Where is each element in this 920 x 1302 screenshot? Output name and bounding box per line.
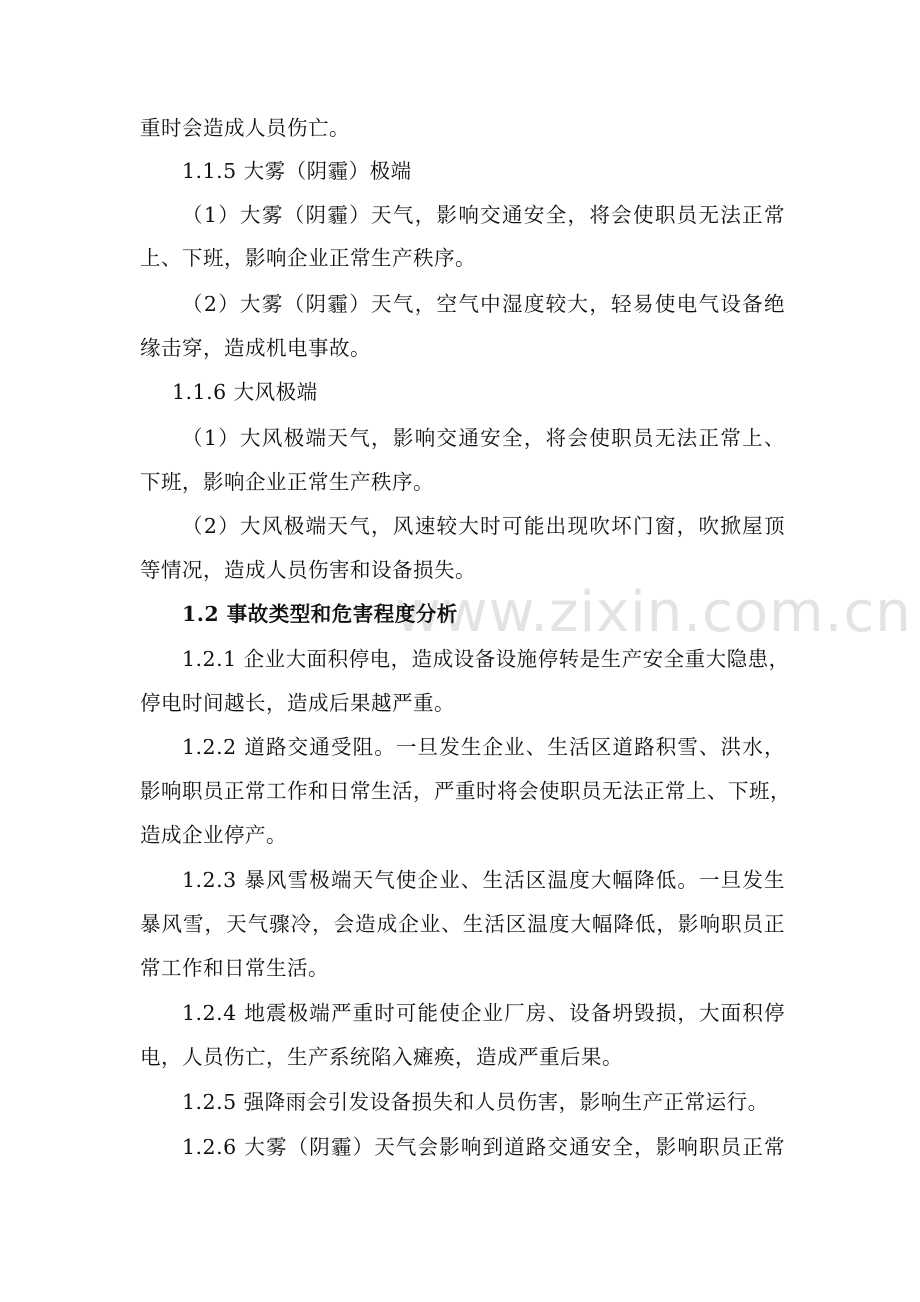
paragraph-line: 1.2.1 企业大面积停电，造成设备设施停转是生产安全重大隐患， — [182, 647, 790, 671]
paragraph-line: 等情况，造成人员伤害和设备损失。 — [140, 558, 476, 582]
paragraph-line: （2）大雾（阴霾）天气，空气中湿度较大，轻易使电气设备绝 — [182, 292, 785, 316]
paragraph-line: 上、下班，影响企业正常生产秩序。 — [140, 246, 476, 270]
paragraph-line: 1.2.3 暴风雪极端天气使企业、生活区温度大幅降低。一旦发生 — [182, 868, 785, 892]
paragraph-line: 电，人员伤亡，生产系统陷入瘫痪，造成严重后果。 — [140, 1045, 623, 1069]
section-heading-1-1-5: 1.1.5 大雾（阴霾）极端 — [182, 159, 412, 183]
paragraph-line: 下班，影响企业正常生产秩序。 — [140, 470, 434, 494]
paragraph-line: 停电时间越长，造成后果越严重。 — [140, 691, 455, 715]
section-heading-1-2: 1.2 事故类型和危害程度分析 — [182, 602, 458, 626]
paragraph-line: 暴风雪，天气骤冷，会造成企业、生活区温度大幅降低，影响职员正 — [140, 912, 785, 936]
paragraph-line: 常工作和日常生活。 — [140, 956, 329, 980]
paragraph-line: （1）大雾（阴霾）天气，影响交通安全，将会使职员无法正常 — [182, 203, 785, 227]
paragraph-line: 缘击穿，造成机电事故。 — [140, 336, 371, 360]
paragraph-line: 1.2.4 地震极端严重时可能使企业厂房、设备坍毁损，大面积停 — [182, 1001, 785, 1025]
watermark: www.zixin.com.cn — [395, 580, 912, 645]
paragraph-line: 1.2.6 大雾（阴霾）天气会影响到道路交通安全，影响职员正常 — [182, 1135, 785, 1159]
paragraph-line: 重时会造成人员伤亡。 — [140, 116, 350, 140]
section-heading-1-1-6: 1.1.6 大风极端 — [172, 380, 318, 404]
paragraph-line: 造成企业停产。 — [140, 823, 287, 847]
paragraph-line: （1）大风极端天气，影响交通安全，将会使职员无法正常上、 — [182, 426, 785, 450]
paragraph-line: （2）大风极端天气，风速较大时可能出现吹坏门窗，吹掀屋顶 — [182, 514, 785, 538]
paragraph-line: 影响职员正常工作和日常生活，严重时将会使职员无法正常上、下班， — [140, 779, 791, 803]
paragraph-line: 1.2.2 道路交通受阻。一旦发生企业、生活区道路积雪、洪水， — [182, 735, 785, 759]
paragraph-line: 1.2.5 强降雨会引发设备损失和人员伤害，影响生产正常运行。 — [182, 1090, 769, 1114]
